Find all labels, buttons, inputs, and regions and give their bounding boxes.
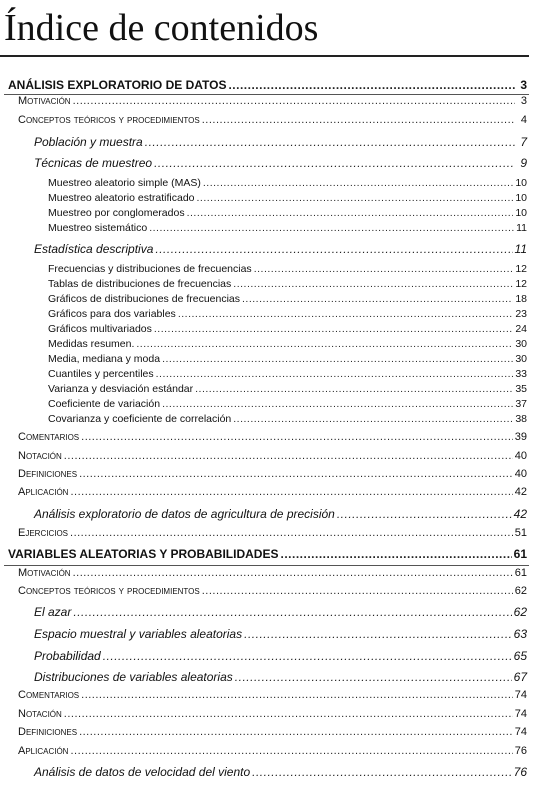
toc-entry-page-number: 30 — [515, 353, 527, 365]
dot-leader — [254, 263, 514, 275]
dot-leader — [280, 547, 511, 561]
toc-entry-page-number: 11 — [514, 242, 527, 256]
toc-entry-label: Gráficos de distribuciones de frecuencias — [48, 293, 241, 305]
toc-entry-page-number: 76 — [514, 745, 527, 757]
toc-entry-comentarios[interactable] — [0, 431, 533, 443]
toc-entry-label: Probabilidad — [34, 649, 101, 663]
toc-entry-label: Covarianza y coeficiente de correlación — [48, 413, 232, 425]
dot-leader — [70, 527, 513, 539]
toc-entry-label: Aplicación — [18, 745, 69, 757]
toc-entry-analisis-exploratorio-de-datos-de-agricultura-de-precision[interactable] — [0, 507, 533, 521]
toc-entry-label: Cuantiles y percentiles — [48, 368, 154, 380]
dot-leader — [136, 338, 513, 350]
dot-leader — [73, 605, 511, 619]
toc-entry-conceptos-teoricos-y-procedimientos[interactable] — [0, 114, 533, 126]
toc-entry-label: Medidas resumen. — [48, 338, 135, 350]
dot-leader — [252, 765, 512, 779]
toc-entry-comentarios[interactable] — [0, 689, 533, 701]
toc-entry-page-number: 4 — [520, 114, 527, 126]
dot-leader — [162, 353, 513, 365]
dot-leader — [81, 689, 513, 701]
toc-entry-aplicacion[interactable] — [0, 745, 533, 757]
toc-entry-definiciones[interactable] — [0, 726, 533, 738]
toc-entry-page-number: 74 — [514, 708, 527, 720]
toc-entry-notacion[interactable] — [0, 708, 533, 720]
toc-entry-label: Varianza y desviación estándar — [48, 383, 194, 395]
dot-leader — [103, 649, 512, 663]
toc-entry-label: Muestreo sistemático — [48, 222, 148, 234]
section-divider — [4, 94, 529, 95]
dot-leader — [203, 177, 513, 189]
dot-leader — [79, 468, 513, 480]
dot-leader — [195, 383, 513, 395]
toc-entry-page-number: 61 — [513, 547, 527, 561]
toc-entry-analisis-de-datos-de-velocidad-del-viento[interactable] — [0, 765, 533, 779]
toc-entry-motivacion[interactable] — [0, 567, 533, 579]
toc-entry-page-number: 42 — [514, 486, 527, 498]
toc-entry-aplicacion[interactable] — [0, 486, 533, 498]
toc-entry-label: Definiciones — [18, 726, 78, 738]
toc-entry-label: Técnicas de muestreo — [34, 156, 153, 170]
toc-entry-page-number: 3 — [520, 78, 527, 92]
toc-entry-page-number: 76 — [513, 765, 527, 779]
toc-entry-page-number: 35 — [515, 383, 527, 395]
toc-entry-label: Análisis exploratorio de datos de agricultura de precisión — [34, 507, 335, 521]
toc-entry-graficos-para-dos-variables[interactable] — [0, 308, 533, 320]
toc-entry-label: Espacio muestral y variables aleatorias — [34, 627, 243, 641]
toc-entry-page-number: 24 — [515, 323, 527, 335]
dot-leader — [187, 207, 514, 219]
toc-entry-page-number: 37 — [515, 398, 527, 410]
dot-leader — [162, 398, 513, 410]
toc-entry-page-number: 51 — [514, 527, 527, 539]
dot-leader — [145, 135, 515, 149]
toc-entry-page-number: 18 — [515, 293, 527, 305]
toc-entry-tablas-de-distribuciones-de-frecuencias[interactable] — [0, 278, 533, 290]
toc-entry-poblacion-y-muestra[interactable] — [0, 135, 533, 149]
toc-entry-page-number: 65 — [513, 649, 527, 663]
toc-entry-muestreo-aleatorio-simple-mas[interactable] — [0, 177, 533, 189]
toc-entry-page-number: 33 — [515, 368, 527, 380]
toc-entry-label: Ejercicios — [18, 527, 69, 539]
toc-entry-page-number: 10 — [515, 192, 527, 204]
toc-entry-label: Estadística descriptiva — [34, 242, 154, 256]
toc-entry-page-number: 10 — [515, 177, 527, 189]
toc-entry-page-number: 38 — [515, 413, 527, 425]
toc-entry-motivacion[interactable] — [0, 95, 533, 107]
toc-entry-page-number: 67 — [513, 670, 527, 684]
toc-entry-label: Comentarios — [18, 431, 80, 443]
toc-entry-page-number: 12 — [515, 263, 527, 275]
toc-entry-frecuencias-y-distribuciones-de-frecuencias[interactable] — [0, 263, 533, 275]
toc-entry-label: Media, mediana y moda — [48, 353, 161, 365]
dot-leader — [337, 507, 512, 521]
toc-entry-label: Aplicación — [18, 486, 69, 498]
toc-entry-covarianza-y-coeficiente-de-correlacion[interactable] — [0, 413, 533, 425]
toc-entry-label: Motivación — [18, 567, 71, 579]
dot-leader — [178, 308, 514, 320]
dot-leader — [73, 567, 513, 579]
toc-entry-analisis-exploratorio-de-datos[interactable] — [0, 78, 533, 92]
dot-leader — [70, 486, 512, 498]
dot-leader — [197, 192, 514, 204]
toc-entry-page-number: 30 — [515, 338, 527, 350]
toc-entry-notacion[interactable] — [0, 450, 533, 462]
toc-entry-graficos-multivariados[interactable] — [0, 323, 533, 335]
toc-entry-label: Notación — [18, 450, 62, 462]
toc-entry-label: Definiciones — [18, 468, 78, 480]
toc-entry-coeficiente-de-variacion[interactable] — [0, 398, 533, 410]
toc-entry-varianza-y-desviacion-estandar[interactable] — [0, 383, 533, 395]
toc-entry-page-number: 3 — [520, 95, 527, 107]
toc-entry-estadistica-descriptiva[interactable] — [0, 242, 533, 256]
dot-leader — [155, 242, 512, 256]
dot-leader — [233, 413, 513, 425]
toc-entry-medidas-resumen[interactable] — [0, 338, 533, 350]
toc-entry-page-number: 11 — [516, 222, 527, 234]
dot-leader — [244, 627, 512, 641]
toc-entry-ejercicios[interactable] — [0, 527, 533, 539]
toc-entry-label: Conceptos teóricos y procedimientos — [18, 585, 200, 597]
toc-entry-label: Población y muestra — [34, 135, 143, 149]
toc-entry-label: Gráficos para dos variables — [48, 308, 176, 320]
toc-entry-page-number: 12 — [515, 278, 527, 290]
toc-entry-page-number: 9 — [520, 156, 527, 170]
toc-entry-distribuciones-de-variables-aleatorias[interactable] — [0, 670, 533, 684]
section-divider — [4, 565, 529, 566]
toc-entry-page-number: 10 — [515, 207, 527, 219]
toc-entry-page-number: 40 — [514, 468, 527, 480]
dot-leader — [70, 745, 512, 757]
toc-entry-label: Frecuencias y distribuciones de frecuencias — [48, 263, 252, 275]
toc-entry-label: Tablas de distribuciones de frecuencias — [48, 278, 232, 290]
dot-leader — [202, 585, 513, 597]
dot-leader — [79, 726, 513, 738]
toc-entry-page-number: 40 — [514, 450, 527, 462]
toc-entry-label: Coeficiente de variación — [48, 398, 161, 410]
toc-entry-espacio-muestral-y-variables-aleatorias[interactable] — [0, 627, 533, 641]
toc-entry-cuantiles-y-percentiles[interactable] — [0, 368, 533, 380]
toc-entry-page-number: 74 — [514, 689, 527, 701]
dot-leader — [81, 431, 513, 443]
toc-entry-label: Comentarios — [18, 689, 80, 701]
toc-entry-conceptos-teoricos-y-procedimientos[interactable] — [0, 585, 533, 597]
toc-entry-label: Motivación — [18, 95, 71, 107]
toc-entry-page-number: 61 — [514, 567, 527, 579]
toc-entry-definiciones[interactable] — [0, 468, 533, 480]
dot-leader — [64, 450, 513, 462]
dot-leader — [73, 95, 515, 107]
toc-entry-probabilidad[interactable] — [0, 649, 533, 663]
toc-entry-page-number: 23 — [515, 308, 527, 320]
toc-entry-graficos-de-distribuciones-de-frecuencias[interactable] — [0, 293, 533, 305]
toc-entry-label: ANÁLISIS EXPLORATORIO DE DATOS — [8, 78, 227, 92]
toc-entry-tecnicas-de-muestreo[interactable] — [0, 156, 533, 170]
toc-entry-page-number: 42 — [513, 507, 527, 521]
toc-entry-label: Análisis de datos de velocidad del viento — [34, 765, 251, 779]
dot-leader — [233, 278, 513, 290]
dot-leader — [156, 368, 514, 380]
dot-leader — [154, 323, 513, 335]
toc-entry-page-number: 39 — [514, 431, 527, 443]
page-title: Índice de contenidos — [4, 7, 319, 49]
toc-entry-label: Conceptos teóricos y procedimientos — [18, 114, 200, 126]
toc-entry-label: Muestreo aleatorio estratificado — [48, 192, 195, 204]
dot-leader — [202, 114, 515, 126]
toc-entry-muestreo-aleatorio-estratificado[interactable] — [0, 192, 533, 204]
dot-leader — [154, 156, 515, 170]
dot-leader — [149, 222, 514, 234]
toc-entry-label: Muestreo por conglomerados — [48, 207, 185, 219]
toc-entry-el-azar[interactable] — [0, 605, 533, 619]
toc-entry-label: VARIABLES ALEATORIAS Y PROBABILIDADES — [8, 547, 279, 561]
dot-leader — [235, 670, 512, 684]
toc-entry-media-mediana-y-moda[interactable] — [0, 353, 533, 365]
toc-entry-page-number: 7 — [520, 135, 527, 149]
toc-entry-label: Distribuciones de variables aleatorias — [34, 670, 233, 684]
toc-entry-label: Muestreo aleatorio simple (MAS) — [48, 177, 201, 189]
toc-entry-variables-aleatorias-y-probabilidades[interactable] — [0, 547, 533, 561]
toc-entry-page-number: 74 — [514, 726, 527, 738]
dot-leader — [242, 293, 513, 305]
dot-leader — [64, 708, 513, 720]
toc-entry-muestreo-por-conglomerados[interactable] — [0, 207, 533, 219]
dot-leader — [228, 78, 515, 92]
toc-entry-page-number: 62 — [513, 605, 527, 619]
toc-entry-label: Notación — [18, 708, 62, 720]
toc-entry-label: Gráficos multivariados — [48, 323, 152, 335]
toc-entry-page-number: 63 — [513, 627, 527, 641]
toc-entry-page-number: 62 — [514, 585, 527, 597]
toc-entry-muestreo-sistematico[interactable] — [0, 222, 533, 234]
toc-entry-label: El azar — [34, 605, 72, 619]
